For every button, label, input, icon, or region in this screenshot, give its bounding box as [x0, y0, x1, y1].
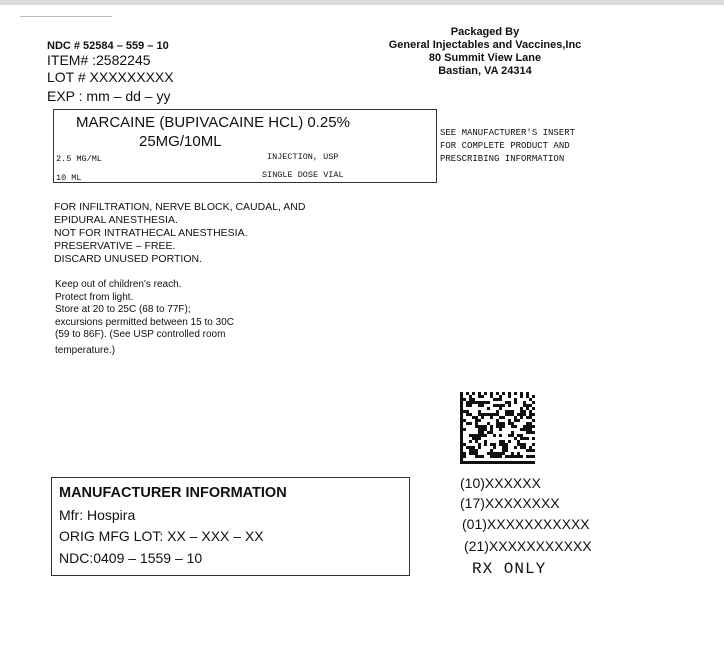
storage-line: Protect from light. [55, 291, 134, 303]
insert-note-line: PRESCRIBING INFORMATION [440, 154, 565, 164]
usage-line: PRESERVATIVE – FREE. [54, 240, 176, 252]
item-number: ITEM# :2582245 [47, 52, 151, 68]
product-concentration: 2.5 MG/ML [56, 154, 102, 164]
insert-note [440, 127, 575, 166]
code-17: (17)XXXXXXXX [460, 495, 560, 511]
packager-block [370, 26, 600, 78]
usage-line: DISCARD UNUSED PORTION. [54, 253, 202, 265]
datamatrix-barcode-icon [460, 392, 535, 464]
top-rule [20, 16, 112, 17]
code-21: (21)XXXXXXXXXXX [464, 538, 592, 554]
manufacturer-name: Mfr: Hospira [59, 507, 136, 523]
usage-line: FOR INFILTRATION, NERVE BLOCK, CAUDAL, AND [54, 201, 306, 213]
window-top-bar [0, 0, 724, 5]
storage-line: (59 to 86F). (See USP controlled room [55, 329, 226, 340]
usage-line: NOT FOR INTRATHECAL ANESTHESIA. [54, 227, 248, 239]
insert-note-line: SEE MANUFACTURER'S INSERT [440, 128, 576, 138]
product-box [53, 109, 437, 183]
rx-only: RX ONLY [472, 560, 547, 578]
expiration-date: EXP : mm – dd – yy [47, 88, 171, 104]
storage-instructions [55, 279, 234, 357]
ndc-number: NDC # 52584 – 559 – 10 [47, 40, 169, 52]
product-form: INJECTION, USP [267, 152, 339, 162]
manufacturer-ndc: NDC:0409 – 1559 – 10 [59, 550, 203, 566]
product-name: MARCAINE (BUPIVACAINE HCL) 0.25% [76, 114, 350, 131]
code-10: (10)XXXXXX [460, 475, 541, 491]
product-strength: 25MG/10ML [139, 133, 222, 150]
storage-line: temperature.) [55, 344, 116, 356]
insert-note-line: FOR COMPLETE PRODUCT AND [440, 141, 570, 151]
lot-number: LOT # XXXXXXXXX [47, 69, 174, 85]
usage-line: EPIDURAL ANESTHESIA. [54, 214, 178, 226]
packager-title: Packaged By [450, 26, 520, 38]
product-volume: 10 ML [56, 173, 82, 183]
packager-name: General Injectables and Vaccines,Inc [388, 39, 582, 51]
manufacturer-title: MANUFACTURER INFORMATION [59, 485, 287, 501]
original-mfg-lot: ORIG MFG LOT: XX – XXX – XX [59, 528, 264, 544]
storage-line: Keep out of children's reach. [55, 279, 182, 290]
storage-line: excursions permitted between 15 to 30C [55, 316, 234, 328]
storage-line: Store at 20 to 25C (68 to 77F); [55, 304, 191, 315]
manufacturer-info-box [51, 477, 410, 576]
packager-street: 80 Summit View Lane [428, 52, 542, 64]
packager-city: Bastian, VA 24314 [438, 65, 532, 77]
vial-type: SINGLE DOSE VIAL [262, 170, 344, 180]
usage-instructions [54, 201, 305, 266]
code-01: (01)XXXXXXXXXXX [462, 516, 590, 532]
